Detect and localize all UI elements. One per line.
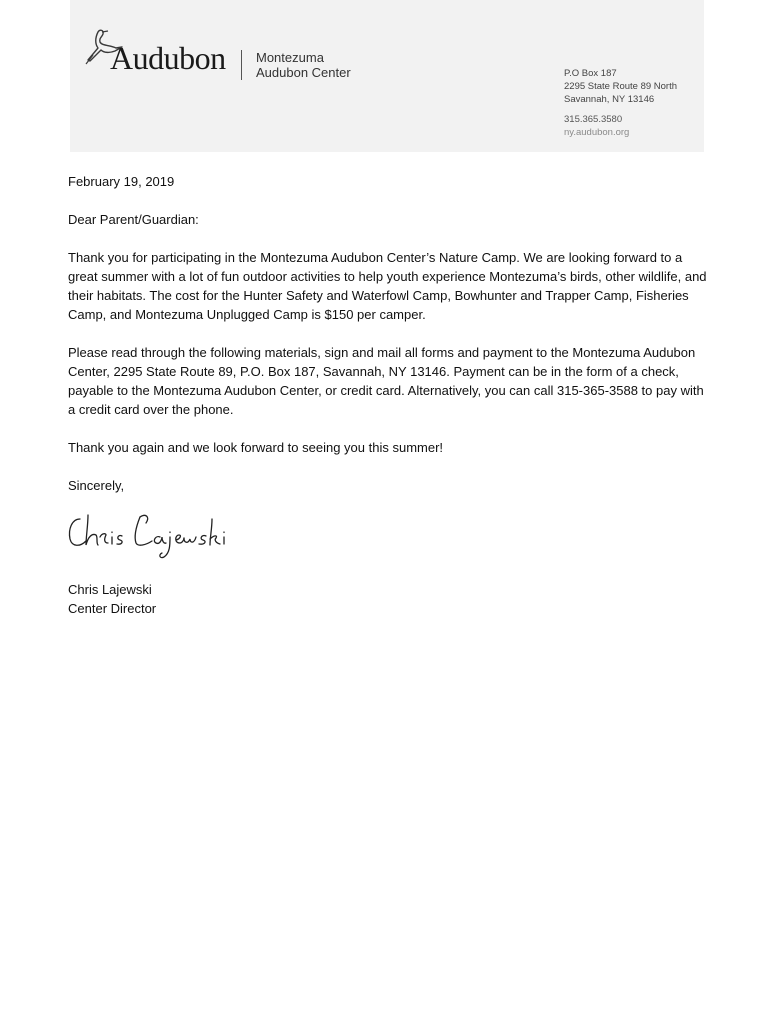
letterhead (70, 0, 704, 152)
handwritten-signature (66, 507, 246, 563)
letter-body (68, 172, 708, 514)
signer-name: Chris Lajewski (68, 582, 152, 597)
signer-title: Center Director (68, 601, 157, 616)
address-line2: 2295 State Route 89 North (564, 81, 678, 92)
salutation: Dear Parent/Guardian: (68, 212, 199, 227)
logo-divider (241, 50, 242, 80)
letter-date: February 19, 2019 (68, 174, 175, 189)
address-line1: P.O Box 187 (564, 68, 617, 79)
address-line3: Savannah, NY 13146 (564, 94, 655, 105)
website-link[interactable]: ny.audubon.org (564, 127, 630, 138)
signer-block (68, 580, 156, 618)
contact-info (564, 113, 629, 139)
mailing-address (564, 67, 677, 106)
paragraph-intro: Thank you for participating in the Montezuma Audubon Center’s Nature Camp. We are looking forward to a great summer with a lot of fun outdoor activities to help youth experience Montezuma’s birds, other wildlife, and their habitats. The cost for the Hunter Safety and Waterfowl Camp, Bowhunter and Trapper Camp, Fisheries Camp, and Montezuma Unplugged Camp is $150 per camper. (68, 250, 707, 322)
center-name-line1: Montezuma (256, 50, 324, 65)
center-name (256, 50, 351, 80)
paragraph-thanks: Thank you again and we look forward to seeing you this summer! (68, 440, 444, 455)
closing: Sincerely, (68, 478, 125, 493)
paragraph-instructions: Please read through the following materials, sign and mail all forms and payment to the Montezuma Audubon Center, 2295 State Route 89, P.O. Box 187, Savannah, NY 13146. Payment can be in the form of a check, payable to the Montezuma Audubon Center, or credit card. Alternatively, you can call 315-365-3588 to pay with a credit card over the phone. (68, 345, 704, 417)
phone-number: 315.365.3580 (564, 114, 623, 125)
audubon-logo-wordmark: Audubon (110, 40, 226, 76)
center-name-line2: Audubon Center (256, 65, 351, 80)
